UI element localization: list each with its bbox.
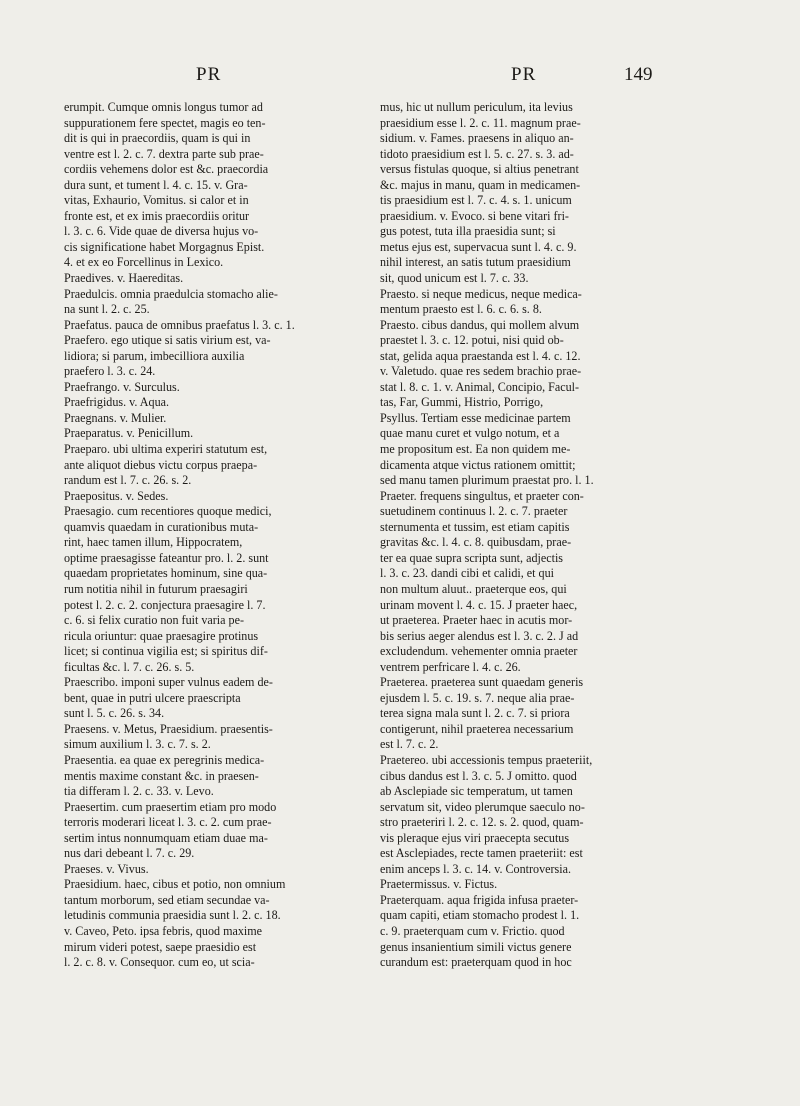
- text-line: gravitas &c. l. 4. c. 8. quibusdam, prae-: [380, 535, 572, 550]
- text-line: excludendum. vehementer omnia praeter: [380, 644, 578, 659]
- text-line: versus fistulas quoque, si altius penetrant: [380, 162, 579, 177]
- text-line: c. 9. praeterquam cum v. Frictio. quod: [380, 923, 565, 938]
- text-line: me propositum est. Ea non quidem me-: [380, 442, 571, 457]
- text-line: Praesens. v. Metus, Praesidium. praesentis-: [64, 721, 273, 736]
- text-line: praefero l. 3. c. 24.: [64, 364, 156, 379]
- text-line: Praeter. frequens singultus, et praeter con-: [380, 488, 584, 503]
- text-line: simum auxilium l. 3. c. 7. s. 2.: [64, 737, 211, 752]
- text-line: est l. 7. c. 2.: [380, 737, 439, 752]
- text-line: Praeterquam. aqua frigida infusa praeter-: [380, 892, 579, 907]
- text-line: Praesagio. cum recentiores quoque medici,: [64, 504, 272, 519]
- text-line: stat l. 8. c. 1. v. Animal, Concipio, Facul-: [380, 379, 580, 394]
- text-line: stat, gelida aqua praestanda est l. 4. c. 12.: [380, 348, 581, 363]
- text-line: genus insanientium simili victus genere: [380, 939, 572, 954]
- text-line: Praescribo. imponi super vulnus eadem de-: [64, 675, 273, 690]
- text-line: Praefatus. pauca de omnibus praefatus l. 3. c. 1.: [64, 317, 295, 332]
- text-line: potest l. 2. c. 2. conjectura praesagire l. 7.: [64, 597, 266, 612]
- text-line: Praetereo. ubi accessionis tempus praeteriit,: [380, 752, 593, 767]
- text-line: contigerunt, nihil praeterea necessarium: [380, 721, 574, 736]
- text-line: suetudinem continuus l. 2. c. 7. praeter: [380, 504, 568, 519]
- text-line: Praedulcis. omnia praedulcia stomacho alie-: [64, 286, 278, 301]
- text-line: rint, haec tamen illum, Hippocratem,: [64, 535, 243, 550]
- text-line: nihil interest, an satis tutum praesidium: [380, 255, 571, 270]
- text-line: Praegnans. v. Mulier.: [64, 410, 167, 425]
- text-line: vis pleraque ejus viri praecepta secutus: [380, 830, 570, 845]
- text-line: erumpit. Cumque omnis longus tumor ad: [64, 100, 263, 114]
- page-number: 149: [624, 64, 653, 85]
- text-line: quam capiti, etiam stomacho prodest l. 1.: [380, 908, 580, 923]
- text-line: l. 3. c. 6. Vide quae de diversa hujus vo-: [64, 224, 259, 239]
- text-line: Praesentia. ea quae ex peregrinis medica-: [64, 752, 265, 767]
- text-line: sed manu tamen plurimum praestat pro. l. 1.: [380, 473, 594, 488]
- text-line: Praefrigidus. v. Aqua.: [64, 395, 170, 410]
- text-line: praesidium. v. Evoco. si bene vitari fri-: [380, 208, 569, 223]
- text-line: ter ea quae supra scripta sunt, adjectis: [380, 550, 564, 565]
- text-line: Praesertim. cum praesertim etiam pro modo: [64, 799, 277, 814]
- text-line: servatum sit, video plerumque saeculo no-: [380, 799, 585, 814]
- text-line: sternumenta et tussim, est etiam capitis: [380, 519, 570, 534]
- text-line: Praesto. si neque medicus, neque medica-: [380, 286, 582, 301]
- text-line: ante aliquot diebus victu corpus praepa-: [64, 457, 258, 472]
- text-line: vitas, Exhaurio, Vomitus. si calor et in: [64, 193, 249, 208]
- text-line: Praefero. ego utique si satis virium est, va-: [64, 333, 271, 348]
- text-line: terea signa mala sunt l. 2. c. 7. si priora: [380, 706, 570, 721]
- text-line: randum est l. 7. c. 26. s. 2.: [64, 473, 192, 488]
- text-line: dit is qui in praecordiis, quam is qui in: [64, 131, 251, 146]
- text-line: mentis maxime constant &c. in praesen-: [64, 768, 259, 783]
- text-line: Praedives. v. Haereditas.: [64, 271, 184, 286]
- text-line: dicamenta atque victus rationem omittit;: [380, 457, 576, 472]
- text-line: mus, hic ut nullum periculum, ita levius: [380, 100, 573, 114]
- page-header: [0, 64, 800, 94]
- text-line: non multum aluut.. praeterque eos, qui: [380, 581, 567, 596]
- text-line: tis praesidium est l. 7. c. 4. s. 1. unicum: [380, 193, 572, 208]
- text-line: Praesto. cibus dandus, qui mollem alvum: [380, 317, 580, 332]
- text-line: ventre est l. 2. c. 7. dextra parte sub prae-: [64, 146, 264, 161]
- text-line: metus ejus est, supervacua sunt l. 4. c. 9.: [380, 239, 577, 254]
- text-line: quamvis quaedam in curationibus muta-: [64, 519, 259, 534]
- text-line: tas, Far, Gummi, Histrio, Porrigo,: [380, 395, 544, 410]
- text-line: rum notitia nihil in futurum praesagiri: [64, 581, 248, 596]
- text-line: ventrem perfricare l. 4. c. 26.: [380, 659, 521, 674]
- text-line: &c. majus in manu, quam in medicamen-: [380, 177, 581, 192]
- text-line: Praeterea. praeterea sunt quaedam generis: [380, 675, 584, 690]
- text-line: Praeses. v. Vivus.: [64, 861, 149, 876]
- text-line: urinam movent l. 4. c. 15. J praeter haec,: [380, 597, 578, 612]
- text-line: mentum praesto est l. 6. c. 6. s. 8.: [380, 302, 542, 317]
- left-column: [64, 100, 364, 971]
- text-line: optime praesagisse fateantur pro. l. 2. sunt: [64, 550, 269, 565]
- text-line: bis serius aeger alendus est l. 3. c. 2. J ad: [380, 628, 579, 643]
- text-line: terroris moderari liceat l. 3. c. 2. cum prae-: [64, 815, 272, 830]
- text-line: cordiis vehemens dolor est &c. praecordia: [64, 162, 269, 177]
- text-line: Praesidium. haec, cibus et potio, non omnium: [64, 877, 286, 892]
- right-column: [380, 100, 686, 971]
- text-line: praesidium esse l. 2. c. 11. magnum prae-: [380, 115, 581, 130]
- text-line: ejusdem l. 5. c. 19. s. 7. neque alia prae-: [380, 690, 575, 705]
- text-line: lidiora; si parum, imbecilliora auxilia: [64, 348, 245, 363]
- text-line: stro praeteriri l. 2. c. 12. s. 2. quod, quam-: [380, 815, 584, 830]
- text-line: sunt l. 5. c. 26. s. 34.: [64, 706, 165, 721]
- text-line: Praeparatus. v. Penicillum.: [64, 426, 194, 441]
- text-line: l. 3. c. 23. dandi cibi et calidi, et qui: [380, 566, 554, 581]
- text-line: sidium. v. Fames. praesens in aliquo an-: [380, 131, 574, 146]
- text-line: Praepositus. v. Sedes.: [64, 488, 169, 503]
- text-line: v. Caveo, Peto. ipsa febris, quod maxime: [64, 923, 263, 938]
- text-line: l. 2. c. 8. v. Consequor. cum eo, ut scia-: [64, 955, 255, 970]
- text-line: ricula oriuntur: quae praesagire protinus: [64, 628, 259, 643]
- text-line: cis significatione habet Morgagnus Epist.: [64, 239, 265, 254]
- text-line: dura sunt, et tument l. 4. c. 15. v. Gra-: [64, 177, 248, 192]
- text-line: nus dari debeant l. 7. c. 29.: [64, 846, 195, 861]
- running-head-left: PR: [196, 64, 222, 85]
- text-line: sit, quod unicum est l. 7. c. 33.: [380, 271, 529, 286]
- text-line: sertim intus nonnumquam etiam duae ma-: [64, 830, 268, 845]
- text-line: tantum morborum, sed etiam secundae va-: [64, 892, 270, 907]
- text-line: est Asclepiades, recte tamen praeteriit: est: [380, 846, 583, 861]
- text-line: fronte est, et ex imis praecordiis oritur: [64, 208, 250, 223]
- text-line: enim anceps l. 3. c. 14. v. Controversia.: [380, 861, 571, 876]
- text-line: licet; si continua vigilia est; si spiritus dif-: [64, 644, 268, 659]
- text-line: 4. et ex eo Forcellinus in Lexico.: [64, 255, 224, 270]
- text-line: letudinis communia praesidia sunt l. 2. c. 18.: [64, 908, 281, 923]
- text-line: Praefrango. v. Surculus.: [64, 379, 180, 394]
- text-line: Psyllus. Tertiam esse medicinae partem: [380, 410, 571, 425]
- text-line: ficultas &c. l. 7. c. 26. s. 5.: [64, 659, 195, 674]
- running-head-right: PR: [511, 64, 537, 85]
- text-line: ab Asclepiade sic temperatum, ut tamen: [380, 784, 573, 799]
- text-line: Praeparo. ubi ultima experiri statutum est,: [64, 442, 268, 457]
- text-line: na sunt l. 2. c. 25.: [64, 302, 150, 317]
- text-line: curandum est: praeterquam quod in hoc: [380, 955, 572, 970]
- text-line: gus potest, tuta illa praesidia sunt; si: [380, 224, 556, 239]
- text-line: Praetermissus. v. Fictus.: [380, 877, 498, 892]
- text-line: ut praeterea. Praeter haec in acutis mor-: [380, 613, 573, 628]
- text-line: mirum videri potest, saepe praesidio est: [64, 939, 257, 954]
- text-line: praestet l. 3. c. 12. potui, nisi quid ob-: [380, 333, 564, 348]
- text-line: tidoto praesidium est l. 5. c. 27. s. 3. ad-: [380, 146, 574, 161]
- text-line: tia differam l. 2. c. 33. v. Levo.: [64, 784, 214, 799]
- text-line: v. Valetudo. quae res sedem brachio prae-: [380, 364, 582, 379]
- text-line: cibus dandus est l. 3. c. 5. J omitto. quod: [380, 768, 577, 783]
- text-line: bent, quae in putri ulcere praescripta: [64, 690, 241, 705]
- text-line: c. 6. si felix curatio non fuit varia pe-: [64, 613, 245, 628]
- text-line: suppurationem fere spectet, magis eo ten-: [64, 115, 266, 130]
- text-line: quae manu curet et vulgo notum, et a: [380, 426, 560, 441]
- text-line: quaedam proprietates hominum, sine qua-: [64, 566, 268, 581]
